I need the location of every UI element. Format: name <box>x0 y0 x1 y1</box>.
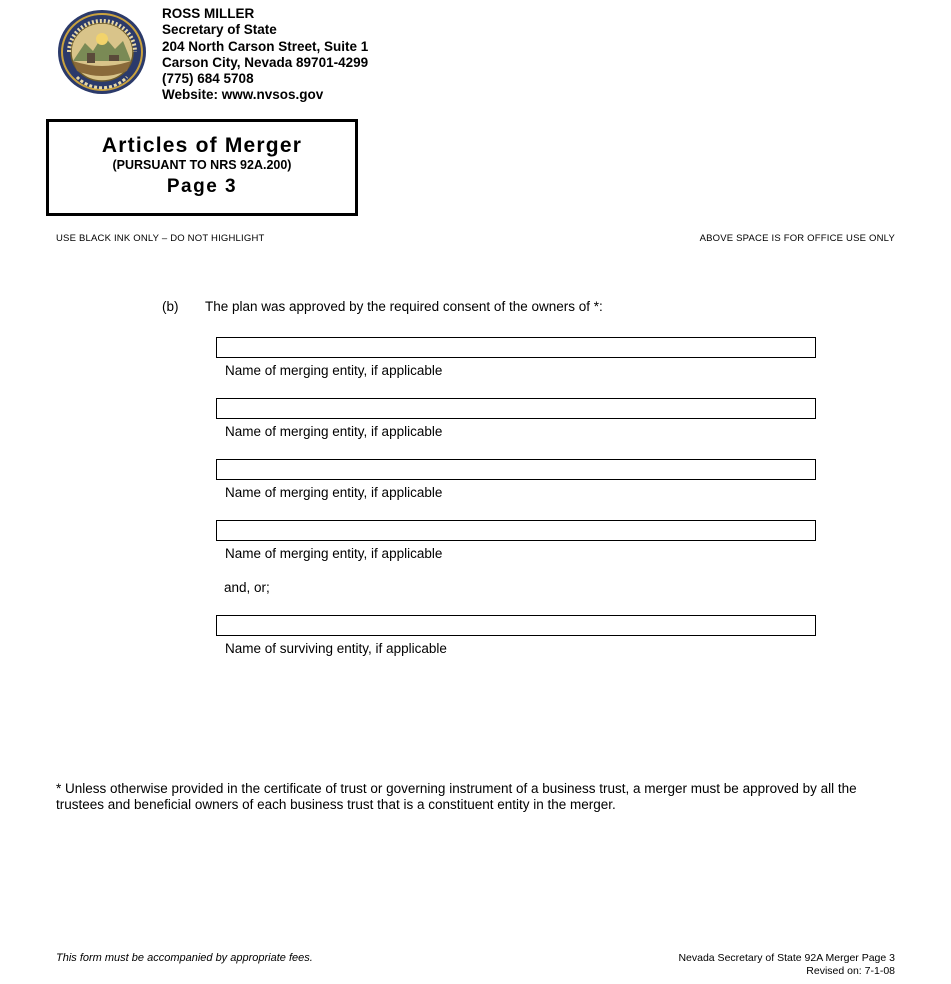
page-label: Page 3 <box>166 176 238 197</box>
form-identifier <box>678 952 895 977</box>
form-id: Nevada Secretary of State 92A Merger Page 3 <box>678 952 895 964</box>
office-use-note: ABOVE SPACE IS FOR OFFICE USE ONLY <box>699 233 895 244</box>
revision-date: Revised on: 7-1-08 <box>806 964 895 977</box>
merging-entity-caption-1: Name of merging entity, if applicable <box>225 363 443 378</box>
merging-entity-field-1[interactable] <box>216 337 816 358</box>
office-address <box>162 6 368 104</box>
merging-entity-caption-3: Name of merging entity, if applicable <box>225 485 443 500</box>
secretary-name: ROSS MILLER <box>162 6 255 21</box>
form-subtitle: (PURSUANT TO NRS 92A.200) <box>112 158 292 172</box>
merging-entity-caption-2: Name of merging entity, if applicable <box>225 424 443 439</box>
and-or-text: and, or; <box>224 580 270 595</box>
phone-number: (775) 684 5708 <box>162 71 254 87</box>
footnote: * Unless otherwise provided in the certificate of trust or governing instrument of a business trust, a merger must be approved by all the trustees and beneficial owners of each business trust that is a constituent entity in the merger. <box>56 781 857 812</box>
website: Website: www.nvsos.gov <box>162 87 324 103</box>
merging-entity-field-3[interactable] <box>216 459 816 480</box>
office-title: Secretary of State <box>162 22 277 38</box>
form-title-box <box>46 119 358 216</box>
ink-instruction: USE BLACK INK ONLY – DO NOT HIGHLIGHT <box>56 233 265 244</box>
form-title: Articles of Merger <box>101 134 303 157</box>
state-seal-icon <box>57 9 147 95</box>
section-letter: (b) <box>162 299 179 314</box>
city-address: Carson City, Nevada 89701-4299 <box>162 54 369 70</box>
merging-entity-field-2[interactable] <box>216 398 816 419</box>
fees-note: This form must be accompanied by appropriate fees. <box>56 952 313 964</box>
merging-entity-caption-4: Name of merging entity, if applicable <box>225 546 443 561</box>
surviving-entity-caption: Name of surviving entity, if applicable <box>225 641 447 656</box>
street-address: 204 North Carson Street, Suite 1 <box>162 38 369 54</box>
merging-entity-field-4[interactable] <box>216 520 816 541</box>
surviving-entity-field[interactable] <box>216 615 816 636</box>
section-text: The plan was approved by the required consent of the owners of *: <box>205 299 603 314</box>
